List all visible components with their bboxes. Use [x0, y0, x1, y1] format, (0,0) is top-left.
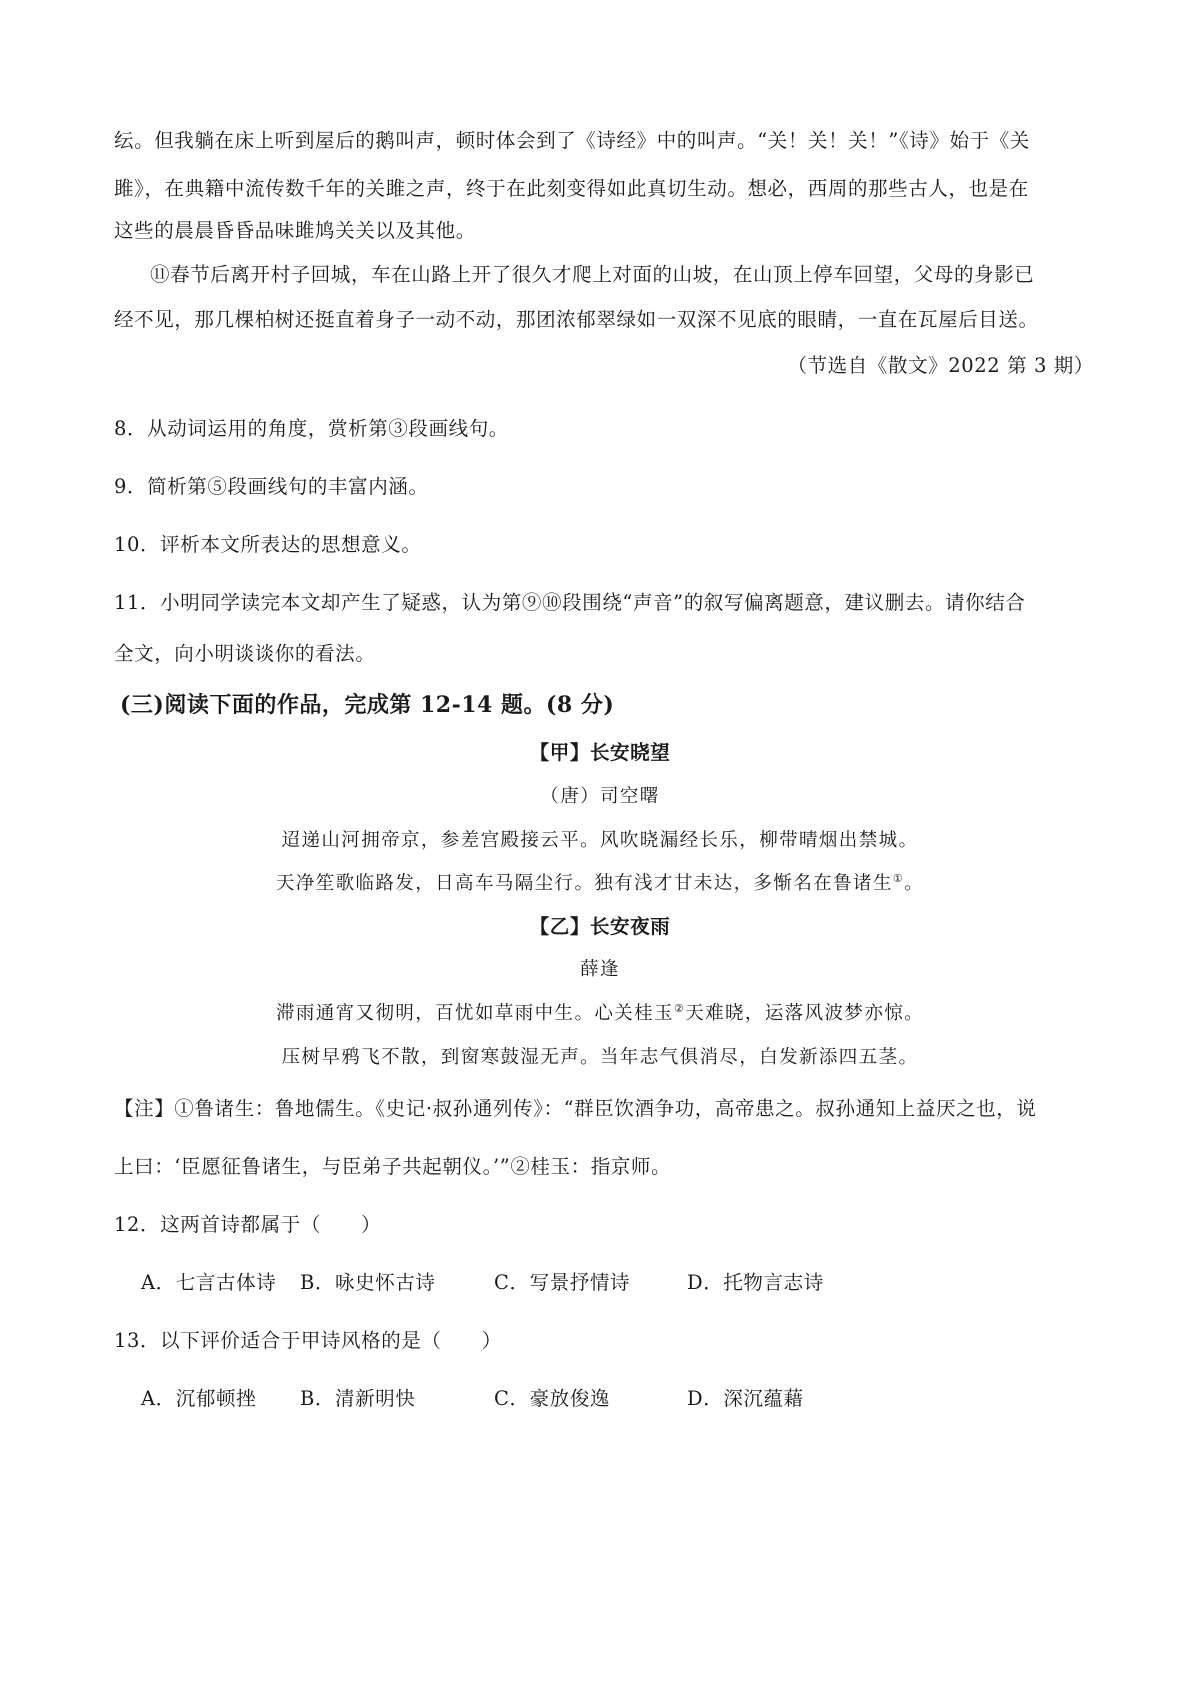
poem-b-line1-b: 天难晓，运落风波梦亦惊。: [685, 1003, 925, 1024]
question-8: 8．从动词运用的角度，赏析第③段画线句。: [114, 417, 509, 440]
question-13-option-a[interactable]: A．沉郁顿挫: [141, 1387, 257, 1410]
poem-b-line1: [0, 1001, 1200, 1027]
question-11-line2: 全文，向小明谈谈你的看法。: [114, 642, 376, 665]
poem-a-line2-end: 。: [904, 873, 925, 894]
question-9: 9．简析第⑤段画线句的丰富内涵。: [114, 475, 429, 498]
footnote-marker-1: ①: [892, 871, 905, 885]
passage-p11-line1: ⑪春节后离开村子回城，车在山路上开了很久才爬上对面的山坡，在山顶上停车回望，父母的身影已: [150, 263, 1035, 286]
question-13-option-c[interactable]: C．豪放俊逸: [494, 1387, 611, 1410]
footnote-marker-2: ②: [673, 1001, 686, 1015]
passage-p10-line3: 这些的晨晨昏昏品味雎鸠关关以及其他。: [114, 219, 476, 242]
notes-line2: 上曰：‘臣愿征鲁诸生，与臣弟子共起朝仪。’”②桂玉：指京师。: [114, 1155, 672, 1178]
passage-source: （节选自《散文》2022 第 3 期）: [787, 354, 1094, 377]
question-11-line1: 11．小明同学读完本文却产生了疑惑，认为第⑨⑩段围绕“声音”的叙写偏离题意，建议删去。请你结合: [114, 591, 1026, 614]
poem-b-line2: 压树早鸦飞不散，到窗寒鼓湿无声。当年志气俱消尽，白发新添四五茎。: [281, 1047, 919, 1068]
poem-a-title: 【甲】长安晓望: [529, 741, 671, 764]
poem-a-author: （唐）司空曙: [540, 786, 660, 807]
question-12-option-d[interactable]: D．托物言志诗: [687, 1271, 824, 1294]
passage-p10-line2: 雎》，在典籍中流传数千年的关雎之声，终于在此刻变得如此真切生动。想必，西周的那些古人，也是在: [114, 177, 1029, 200]
poem-a-line2: [0, 871, 1200, 897]
question-13-option-d[interactable]: D．深沉蕴藉: [687, 1387, 804, 1410]
passage-p10-line1: 纭。但我躺在床上听到屋后的鹅叫声，顿时体会到了《诗经》中的叫声。“关！关！关！”《诗》始于《关: [114, 129, 1030, 152]
question-12-option-a[interactable]: A．七言古体诗: [141, 1271, 277, 1294]
question-12-option-b[interactable]: B．咏史怀古诗: [300, 1271, 436, 1294]
poem-b-author: 薛逢: [580, 959, 620, 980]
poem-b-line1-a: 滞雨通宵又彻明，百忧如草雨中生。心关桂玉: [275, 1003, 674, 1024]
question-13-option-b[interactable]: B．清新明快: [300, 1387, 416, 1410]
poem-a-line2-text: 天净笙歌临路发，日高车马隔尘行。独有浅才甘未达，多惭名在鲁诸生: [275, 873, 893, 894]
question-12-stem: 12．这两首诗都属于（ ）: [114, 1213, 382, 1236]
section-3-heading: (三)阅读下面的作品，完成第 12-14 题。(8 分): [120, 692, 615, 718]
poem-a-line1: 迢递山河拥帝京，参差宫殿接云平。风吹晓漏经长乐，柳带晴烟出禁城。: [281, 830, 919, 851]
poem-b-title: 【乙】长安夜雨: [529, 915, 671, 938]
question-13-stem: 13．以下评价适合于甲诗风格的是（ ）: [114, 1329, 502, 1352]
question-12-option-c[interactable]: C．写景抒情诗: [494, 1271, 631, 1294]
notes-line1: 【注】①鲁诸生：鲁地儒生。《史记·叔孙通列传》：“群臣饮酒争功，高帝患之。叔孙通知上益厌之也，说: [114, 1097, 1037, 1120]
question-10: 10．评析本文所表达的思想意义。: [114, 533, 422, 556]
passage-p11-line2: 经不见，那几棵柏树还挺直着身子一动不动，那团浓郁翠绿如一双深不见底的眼睛，一直在瓦屋后目送。: [114, 308, 1039, 331]
